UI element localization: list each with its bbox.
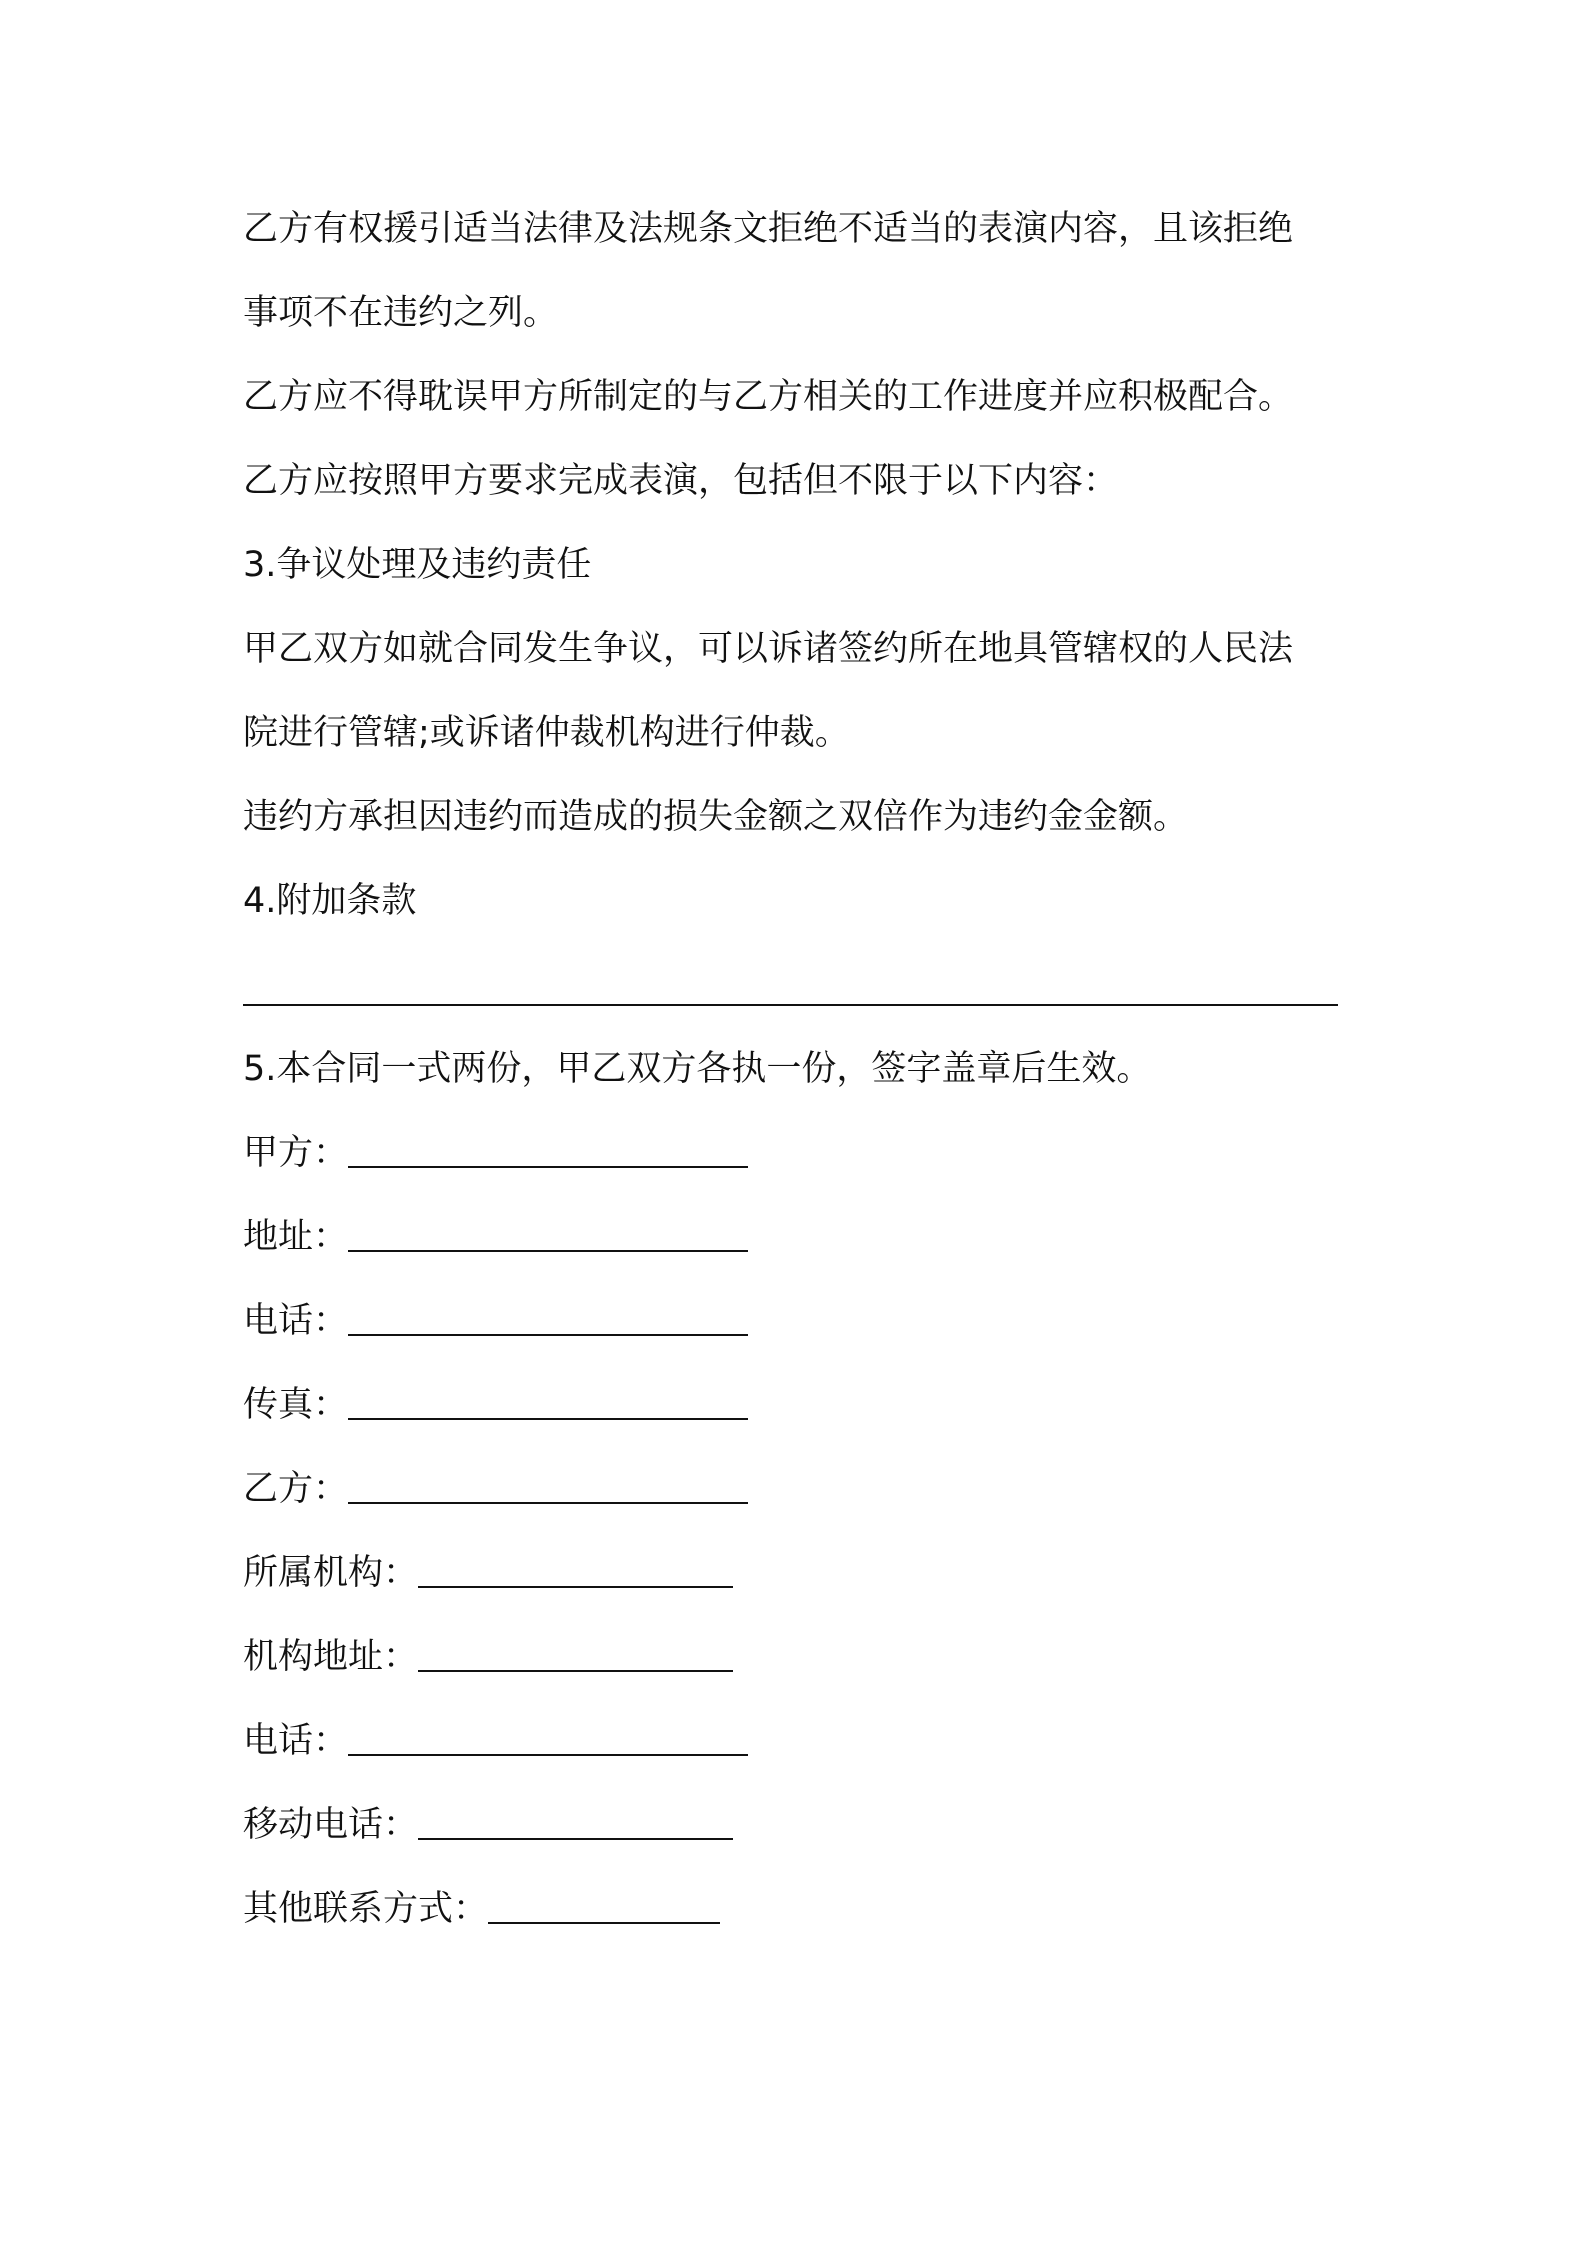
blank-line <box>348 1250 748 1252</box>
field-party-b <box>243 1468 748 1510</box>
blank-line <box>488 1922 720 1924</box>
field-label: 乙方： <box>243 1469 349 1509</box>
field-address <box>243 1216 748 1258</box>
field-label: 电话： <box>243 1721 349 1761</box>
field-label: 移动电话： <box>243 1805 419 1845</box>
field-organization-address <box>243 1636 733 1678</box>
field-organization <box>243 1552 733 1594</box>
field-label: 地址： <box>243 1217 349 1257</box>
blank-line <box>348 1502 748 1504</box>
field-phone-b <box>243 1720 748 1762</box>
field-label: 甲方： <box>243 1133 349 1173</box>
paragraph-1-line-2: 事项不在违约之列。 <box>243 293 559 333</box>
field-fax <box>243 1384 748 1426</box>
field-label: 机构地址： <box>243 1637 419 1677</box>
field-label: 电话： <box>243 1301 349 1341</box>
section-3-heading: 3.争议处理及违约责任 <box>243 545 592 585</box>
paragraph-1-line-1: 乙方有权援引适当法律及法规条文拒绝不适当的表演内容，且该拒绝 <box>243 209 1294 249</box>
field-other-contact <box>243 1888 720 1930</box>
blank-line <box>418 1670 733 1672</box>
section-5-clause: 5.本合同一式两份，甲乙双方各执一份，签字盖章后生效。 <box>243 1049 1152 1089</box>
additional-terms-blank-line <box>243 1004 1338 1006</box>
field-label: 其他联系方式： <box>243 1889 489 1929</box>
blank-line <box>418 1586 733 1588</box>
paragraph-2: 乙方应不得耽误甲方所制定的与乙方相关的工作进度并应积极配合。 <box>243 377 1294 417</box>
field-label: 所属机构： <box>243 1553 419 1593</box>
paragraph-4-line-2: 院进行管辖;或诉诸仲裁机构进行仲裁。 <box>243 713 850 753</box>
blank-line <box>348 1334 748 1336</box>
paragraph-3: 乙方应按照甲方要求完成表演，包括但不限于以下内容： <box>243 461 1119 501</box>
blank-line <box>418 1838 733 1840</box>
blank-line <box>348 1754 748 1756</box>
paragraph-5: 违约方承担因违约而造成的损失金额之双倍作为违约金金额。 <box>243 797 1189 837</box>
blank-line <box>348 1166 748 1168</box>
field-phone <box>243 1300 748 1342</box>
blank-line <box>348 1418 748 1420</box>
section-4-heading: 4.附加条款 <box>243 881 417 921</box>
paragraph-4-line-1: 甲乙双方如就合同发生争议，可以诉诸签约所在地具管辖权的人民法 <box>243 629 1294 669</box>
field-party-a <box>243 1132 748 1174</box>
field-mobile <box>243 1804 733 1846</box>
field-label: 传真： <box>243 1385 349 1425</box>
